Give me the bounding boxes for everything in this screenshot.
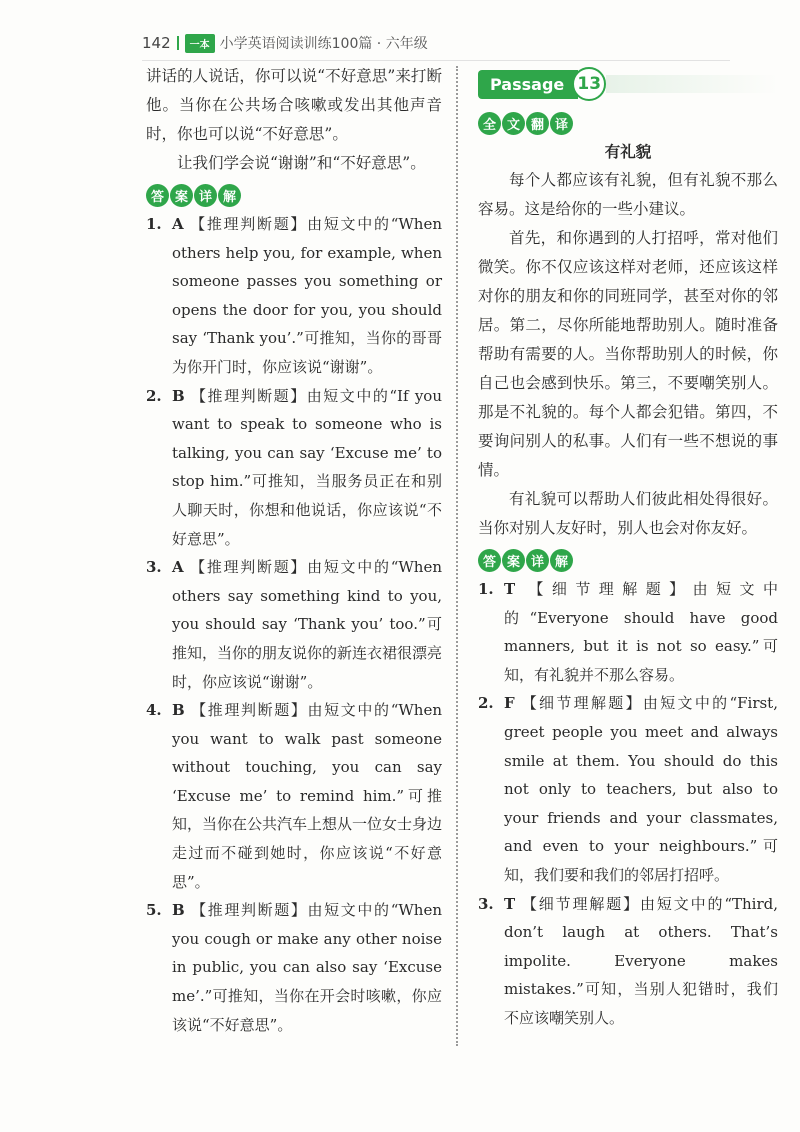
tag-char: 案 [502, 549, 525, 572]
answer-letter: B [172, 386, 185, 405]
passage-heading [478, 66, 778, 102]
answer-explanation: 【推理判断题】由短文中的“When others help you, for example, when someone passes you something or opens the door for you, you should say ‘Thank you’.”可推知，当你的哥哥为你开门时，你应该说“谢谢”。 [172, 215, 442, 376]
tag-char: 解 [218, 184, 241, 207]
passage-number-badge: 13 [572, 67, 606, 101]
answer-letter: B [172, 901, 185, 920]
left-column [146, 62, 442, 1039]
item-number: 1. [478, 580, 494, 598]
item-number: 1. [146, 215, 162, 233]
answer-explanation-tag [478, 549, 778, 572]
answer-item [478, 890, 778, 1033]
answer-letter: T [504, 580, 516, 598]
full-translation-tag [478, 112, 778, 135]
item-number: 2. [478, 694, 494, 713]
answer-item [478, 689, 778, 889]
item-number: 4. [146, 701, 162, 720]
tag-char: 译 [550, 112, 573, 135]
right-column [478, 66, 778, 1033]
tag-char: 答 [478, 549, 501, 572]
answer-explanation: 【推理判断题】由短文中的“If you want to speak to someone who is talking, you can say ‘Excuse me’ to stop him.”可推知，当服务员正在和别人聊天时，你想和他说话，你应该说“不好意思”。 [172, 386, 442, 548]
answer-explanation-tag [146, 184, 442, 207]
answer-item [146, 896, 442, 1039]
answer-letter: A [172, 558, 184, 577]
passage-label: Passage [478, 70, 578, 99]
continued-paragraph: 讲话的人说话，你可以说“不好意思”来打断他。当你在公共场合咳嗽或发出其他声音时，你也可以说“不好意思”。 [146, 67, 442, 143]
answer-explanation: 【细节理解题】由短文中的“Third, don’t laugh at others. That’s impolite. Everyone makes mistakes.”可知，当别人犯错时，我们不应该嘲笑别人。 [504, 894, 778, 1027]
answer-letter: T [504, 894, 516, 913]
answer-item [146, 696, 442, 896]
tag-char: 详 [194, 184, 217, 207]
answer-item [478, 575, 778, 689]
translation-paragraph: 首先，和你遇到的人打招呼，常对他们微笑。你不仅应该这样对老师，还应该这样对你的朋友和你的同班同学，甚至对你的邻居。第二，尽你所能地帮助别人。随时准备帮助有需要的人。当你帮助别人的时候，你自己也会感到快乐。第三，不要嘲笑别人。那是不礼貌的。每个人都会犯错。第四，不要询问别人的私事。人们有一些不想说的事情。 [478, 229, 778, 479]
tag-char: 案 [170, 184, 193, 207]
tag-char: 翻 [526, 112, 549, 135]
item-number: 2. [146, 386, 162, 405]
answer-explanation: 【细节理解题】由短文中的“Everyone should have good manners, but it is not so easy.”可知，有礼貌并不那么容易。 [504, 580, 778, 684]
answer-item [146, 210, 442, 382]
tag-char: 解 [550, 549, 573, 572]
tag-char: 文 [502, 112, 525, 135]
item-number: 5. [146, 901, 162, 920]
answer-explanation: 【推理判断题】由短文中的“When others say something kind to you, you should say ‘Thank you’ too.”可推知，当你的朋友说你的新连衣裙很漂亮时，你应该说“谢谢”。 [172, 558, 443, 691]
heading-decoration [606, 75, 778, 93]
answer-letter: A [172, 215, 184, 233]
answer-letter: F [504, 694, 515, 713]
tag-char: 全 [478, 112, 501, 135]
tag-char: 答 [146, 184, 169, 207]
publisher-logo: 一本 [185, 34, 215, 53]
book-title: 小学英语阅读训练100篇 · 六年级 [219, 36, 428, 52]
translation-paragraph: 每个人都应该有礼貌，但有礼貌不那么容易。这是给你的一些小建议。 [478, 171, 778, 218]
answer-explanation: 【推理判断题】由短文中的“When you cough or make any other noise in public, you can also say ‘Excuse me’.”可推知，当你在开会时咳嗽，你应该说“不好意思”。 [172, 901, 442, 1034]
article-title: 有礼貌 [604, 142, 652, 161]
answer-letter: B [172, 701, 185, 720]
page-header [142, 26, 730, 61]
answer-explanation: 【推理判断题】由短文中的“When you want to walk past someone without touching, you can say ‘Excuse me’ to remind him.”可推知，当你在公共汽车上想从一位女士身边走过而不碰到她时，你应该说“不好意思”。 [172, 701, 443, 891]
header-divider [177, 36, 179, 50]
answer-explanation: 【细节理解题】由短文中的“First, greet people you meet and always smile at them. You should do this not only to teachers, but also to your friends and your classmates, and even to your neighbours.”可知，我们要和我们的邻居打招呼。 [504, 694, 778, 884]
tag-char: 详 [526, 549, 549, 572]
answer-item [146, 382, 442, 554]
column-divider [456, 66, 458, 1046]
item-number: 3. [478, 894, 494, 913]
closing-paragraph: 让我们学会说“谢谢”和“不好意思”。 [177, 154, 426, 172]
item-number: 3. [146, 558, 162, 577]
page-number: 142 [142, 34, 171, 52]
translation-paragraph: 有礼貌可以帮助人们彼此相处得很好。当你对别人友好时，别人也会对你友好。 [478, 490, 778, 537]
answer-item [146, 553, 442, 696]
